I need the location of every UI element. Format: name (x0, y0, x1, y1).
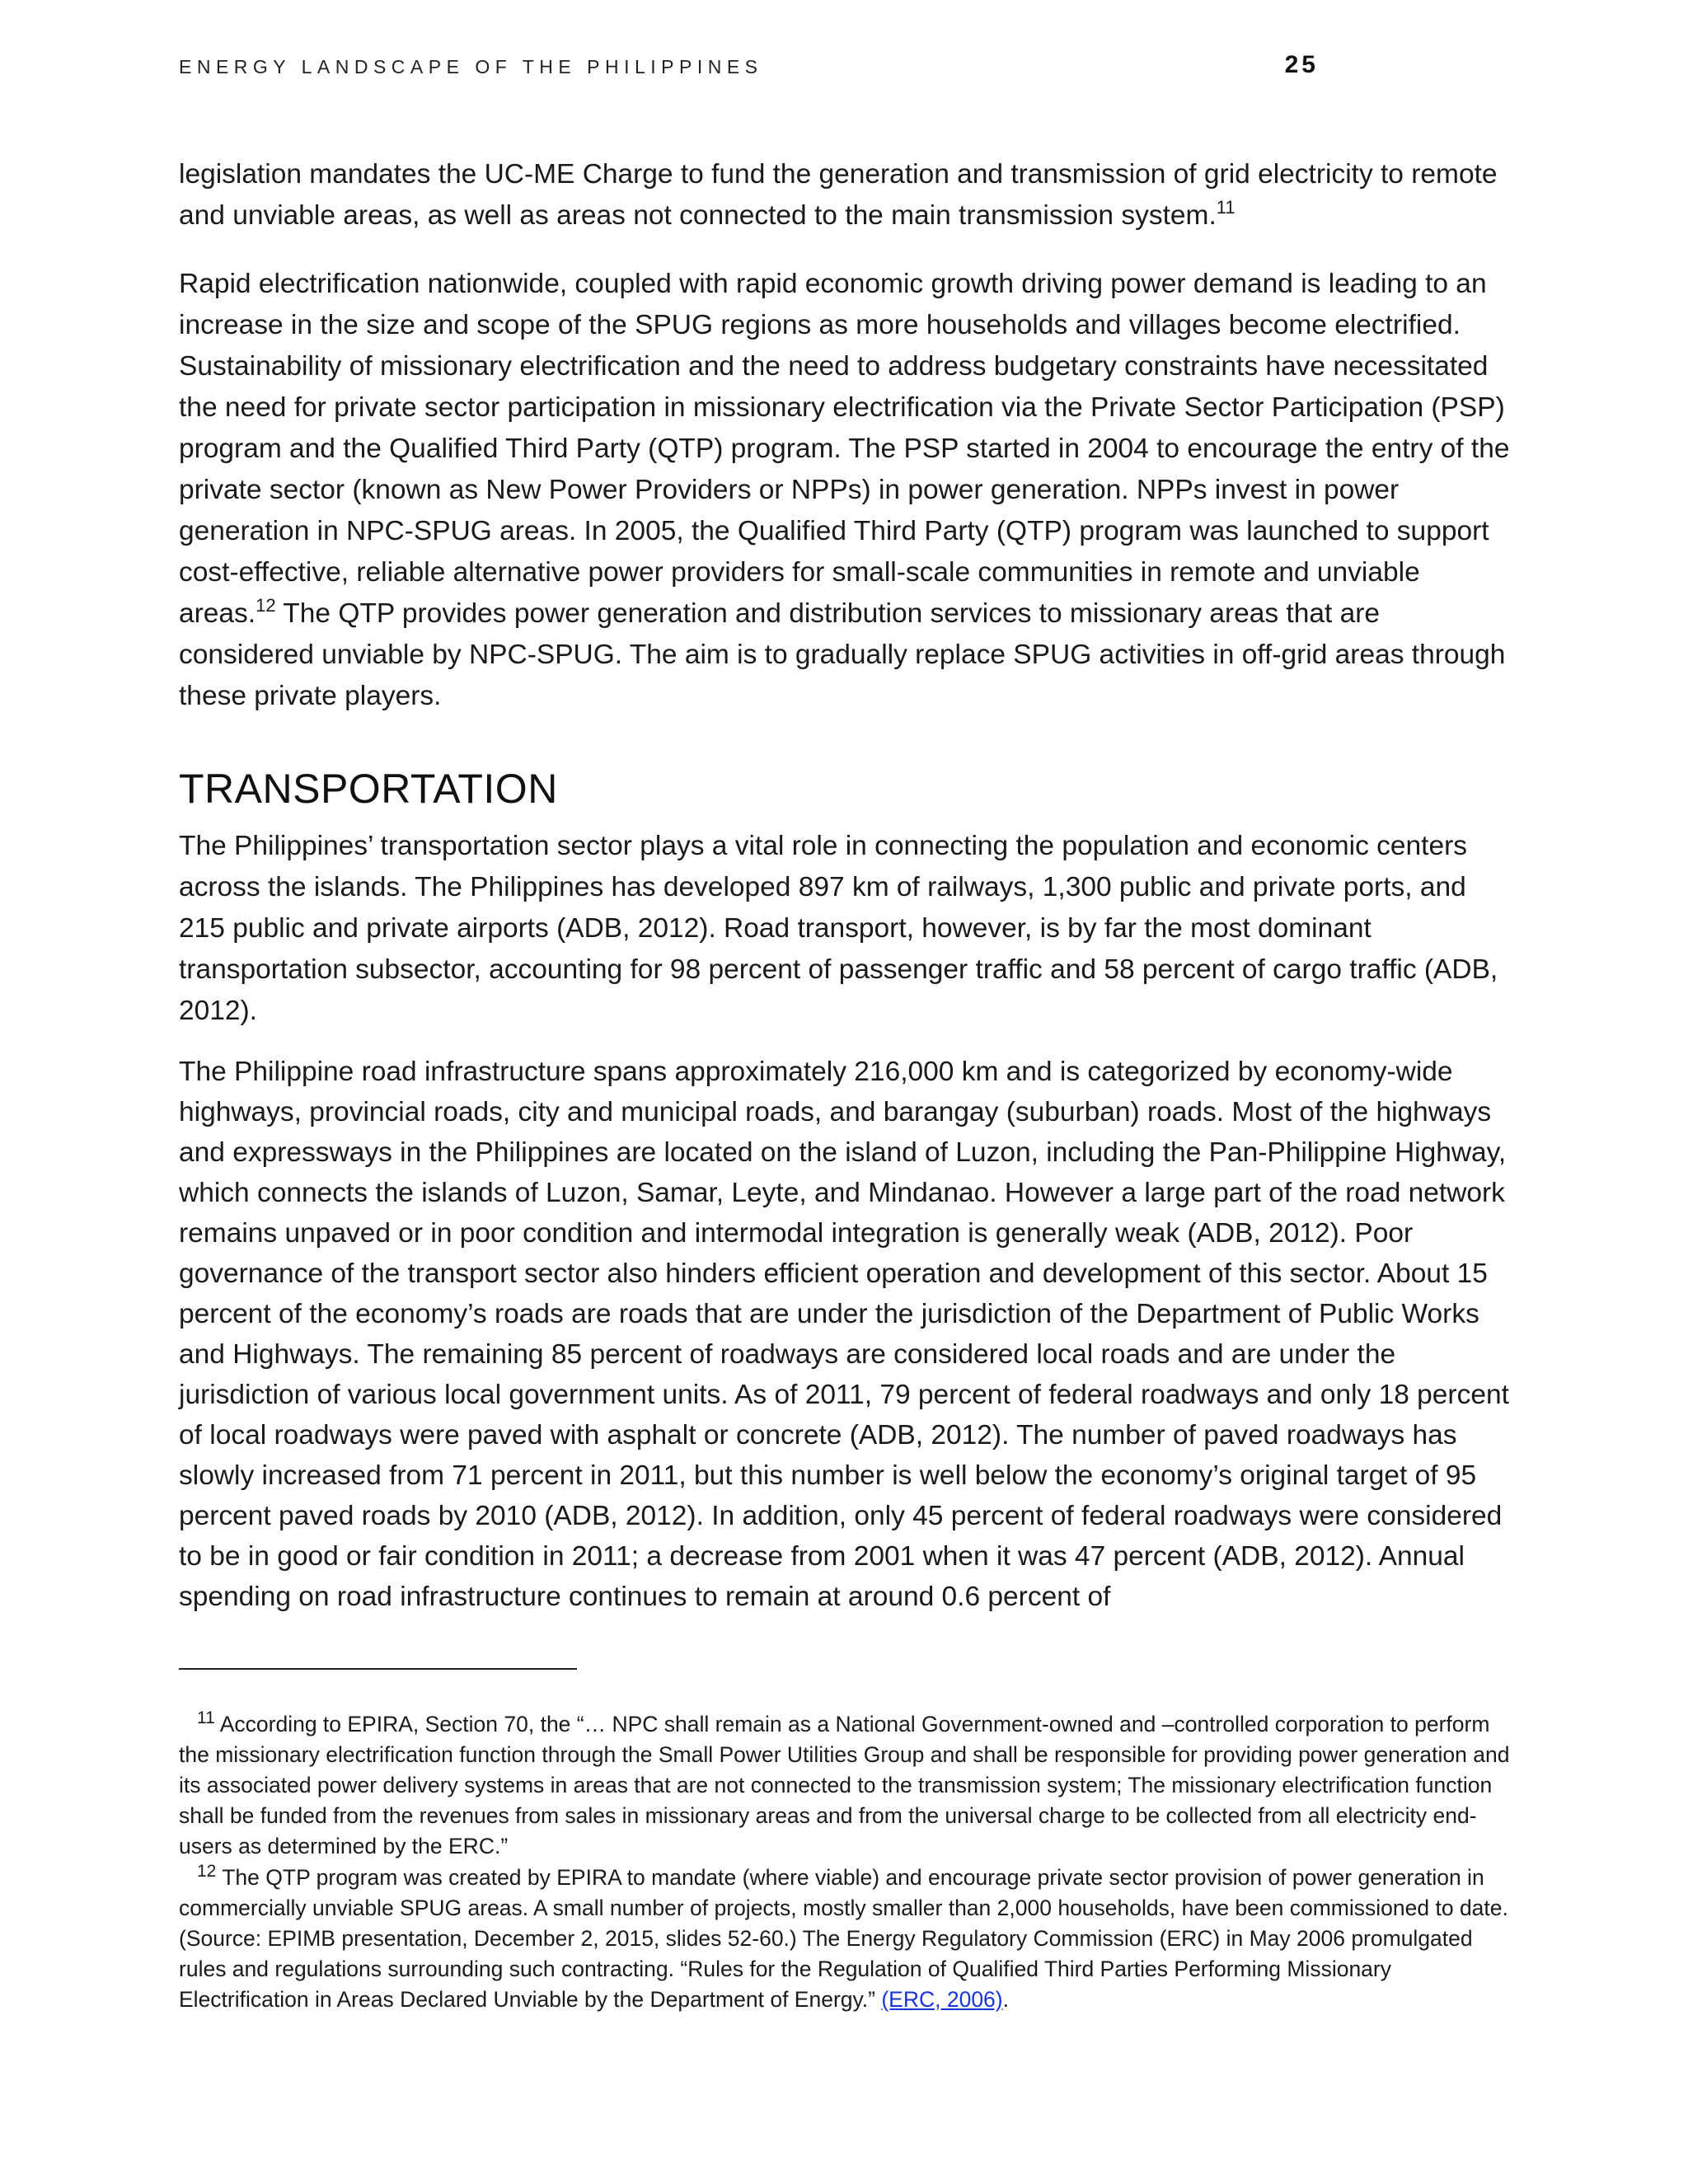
page-number: 25 (1284, 51, 1319, 78)
paragraph-text: Rapid electrification nationwide, coupled with rapid economic growth driving power demand is leading to an increase in the size and scope of the SPUG regions as more households and villages become electrified. Sustainability of missionary electrification and the need to address budgetary constraints have necessitated the need for private sector participation in missionary electrification via the Private Sector Participation (PSP) program and the Qualified Third Party (QTP) program. The PSP started in 2004 to encourage the entry of the private sector (known as New Power Providers or NPPs) in power generation. NPPs invest in power generation in NPC-SPUG areas. In 2005, the Qualified Third Party (QTP) program was launched to support cost-effective, reliable alternative power providers for small-scale communities in remote and unviable areas. (179, 269, 1510, 629)
footnote-11 (179, 1709, 1518, 1862)
footnote-text: According to EPIRA, Section 70, the “… NPC shall remain as a National Government-owned and –controlled corporation to perform the missionary electrification function through the Small Power Utilities Group and shall be responsible for providing power generation and its associated power delivery systems in areas that are not connected to the transmission system; The missionary electrification function shall be funded from the revenues from sales in missionary areas and from the universal charge to be collected from all electricity end-users as determined by the ERC.” (179, 1712, 1510, 1858)
footnote-ref-12[interactable]: 12 (256, 595, 276, 616)
footnote-marker: 12 (197, 1862, 217, 1881)
paragraph-text: legislation mandates the UC-ME Charge to fund the generation and transmission of grid electricity to remote and unviable areas, as well as areas not connected to the main transmission system. (179, 159, 1498, 231)
paragraph-electrification (179, 264, 1518, 717)
footnote-text: The QTP program was created by EPIRA to mandate (where viable) and encourage private sector provision of power generation in commercially unviable SPUG areas. A small number of projects, mostly smaller than 2,000 households, have been commissioned to date. (Source: EPIMB presentation, December 2, 2015, slides 52-60.) The Energy Regulatory Commission (ERC) in May 2006 promulgated rules and regulations surrounding such contracting. “Rules for the Regulation of Qualified Third Parties Performing Missionary Electrification in Areas Declared Unviable by the Department of Energy.” (179, 1865, 1508, 2012)
paragraph-continued (179, 154, 1518, 237)
paragraph-text: The QTP provides power generation and distribution services to missionary areas that are considered unviable by NPC-SPUG. The aim is to gradually replace SPUG activities in off-grid areas through these private players. (179, 598, 1506, 711)
running-header (179, 51, 1319, 84)
section-heading-transportation: TRANSPORTATION (179, 766, 558, 812)
erc-2006-link[interactable]: (ERC, 2006) (881, 1987, 1003, 2012)
footnote-divider (179, 1668, 577, 1670)
footnote-end: . (1002, 1987, 1009, 2012)
paragraph-road-infrastructure: The Philippine road infrastructure spans approximately 216,000 km and is categorized by economy-wide highways, provincial roads, city and municipal roads, and barangay (suburban) roads. Most of the highways and expressways in the Philippines are located on the island of Luzon, including the Pan-Philippine Highway, which connects the islands of Luzon, Samar, Leyte, and Mindanao. However a large part of the road network remains unpaved or in poor condition and intermodal integration is generally weak (ADB, 2012). Poor governance of the transport sector also hinders efficient operation and development of this sector. About 15 percent of the economy’s roads are roads that are under the jurisdiction of the Department of Public Works and Highways. The remaining 85 percent of roadways are considered local roads and are under the jurisdiction of various local government units. As of 2011, 79 percent of federal roadways and only 18 percent of local roadways were paved with asphalt or concrete (ADB, 2012). The number of paved roadways has slowly increased from 71 percent in 2011, but this number is well below the economy’s original target of 95 percent paved roads by 2010 (ADB, 2012). In addition, only 45 percent of federal roadways were considered to be in good or fair condition in 2011; a decrease from 2001 when it was 47 percent (ADB, 2012). Annual spending on road infrastructure continues to remain at around 0.6 percent of (179, 1057, 1509, 1612)
footnote-marker: 11 (197, 1708, 215, 1727)
paragraph-transport-overview: The Philippines’ transportation sector plays a vital role in connecting the population and economic centers across the islands. The Philippines has developed 897 km of railways, 1,300 public and private ports, and 215 public and private airports (ADB, 2012). Road transport, however, is by far the most dominant transportation subsector, accounting for 98 percent of passenger traffic and 58 percent of cargo traffic (ADB, 2012). (179, 831, 1498, 1026)
footnote-ref-11[interactable]: 11 (1216, 197, 1236, 218)
footnote-12 (179, 1863, 1518, 2015)
running-title: ENERGY LANDSCAPE OF THE PHILIPPINES (179, 56, 763, 77)
